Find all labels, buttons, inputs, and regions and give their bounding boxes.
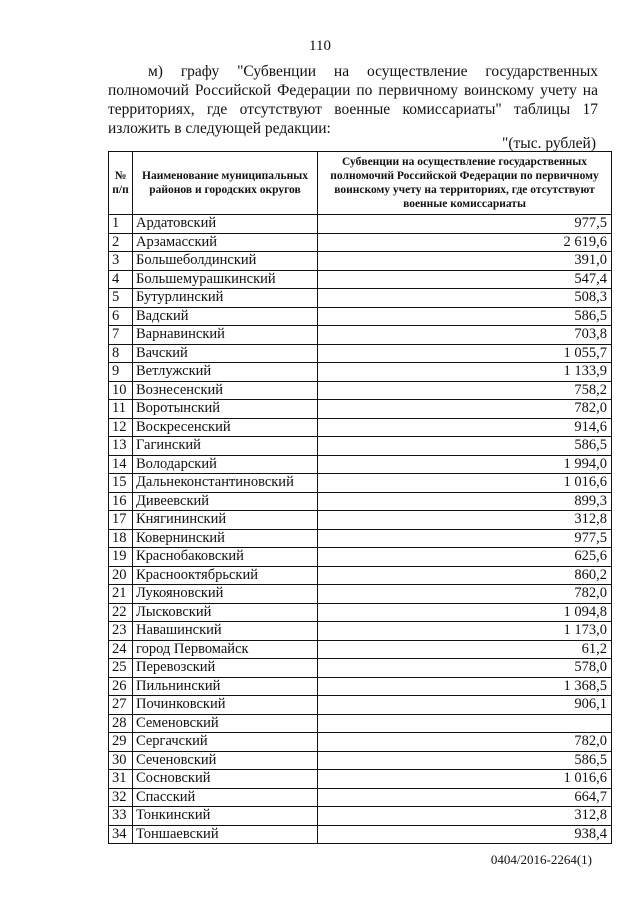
row-number: 22 [109, 603, 133, 622]
row-name: Семеновский [133, 714, 318, 733]
table-row [109, 270, 612, 289]
table-row [109, 714, 612, 733]
row-value: 899,3 [318, 492, 612, 511]
row-value: 782,0 [318, 733, 612, 752]
row-value: 906,1 [318, 696, 612, 715]
row-value: 391,0 [318, 252, 612, 271]
table-row [109, 677, 612, 696]
page-number: 110 [309, 38, 331, 54]
row-number: 32 [109, 788, 133, 807]
row-name: Пильнинский [133, 677, 318, 696]
row-number: 9 [109, 363, 133, 382]
row-name: Сеченовский [133, 751, 318, 770]
row-name: Перевозский [133, 659, 318, 678]
table-row [109, 344, 612, 363]
table-row [109, 696, 612, 715]
row-name: Краснобаковский [133, 548, 318, 567]
row-value: 625,6 [318, 548, 612, 567]
row-number: 17 [109, 511, 133, 530]
row-value: 312,8 [318, 807, 612, 826]
table-row [109, 381, 612, 400]
row-number: 19 [109, 548, 133, 567]
table-header-row [109, 152, 612, 215]
row-number: 33 [109, 807, 133, 826]
row-number: 30 [109, 751, 133, 770]
row-name: Ардатовский [133, 215, 318, 234]
table-row [109, 474, 612, 493]
row-value: 508,3 [318, 289, 612, 308]
table-row [109, 233, 612, 252]
row-number: 31 [109, 770, 133, 789]
row-value: 860,2 [318, 566, 612, 585]
row-value: 1 016,6 [318, 474, 612, 493]
row-value: 1 055,7 [318, 344, 612, 363]
row-number: 21 [109, 585, 133, 604]
row-number: 8 [109, 344, 133, 363]
row-name: город Первомайск [133, 640, 318, 659]
row-value: 586,5 [318, 751, 612, 770]
intro-text: м) графу "Субвенции на осуществление государственных полномочий Российской Федерации по первичному воинскому учету на территориях, где отсутствуют военные комиссариаты" таблицы 17 изложить в следующей редакции: [108, 63, 598, 137]
row-name: Сосновский [133, 770, 318, 789]
row-name: Воротынский [133, 400, 318, 419]
row-value: 914,6 [318, 418, 612, 437]
row-number: 11 [109, 400, 133, 419]
row-name: Гагинский [133, 437, 318, 456]
row-value: 782,0 [318, 400, 612, 419]
row-number: 7 [109, 326, 133, 345]
table-row [109, 492, 612, 511]
row-number: 18 [109, 529, 133, 548]
row-number: 5 [109, 289, 133, 308]
row-value: 977,5 [318, 215, 612, 234]
row-name: Вадский [133, 307, 318, 326]
row-value: 664,7 [318, 788, 612, 807]
row-value: 2 619,6 [318, 233, 612, 252]
unit-label: "(тыс. рублей) [502, 135, 596, 152]
table-row [109, 326, 612, 345]
header-num: № п/п [109, 152, 133, 215]
table-body [109, 215, 612, 844]
row-value: 703,8 [318, 326, 612, 345]
row-value: 61,2 [318, 640, 612, 659]
row-number: 1 [109, 215, 133, 234]
row-number: 25 [109, 659, 133, 678]
row-number: 6 [109, 307, 133, 326]
row-name: Воскресенский [133, 418, 318, 437]
row-value: 1 173,0 [318, 622, 612, 641]
row-name: Дивеевский [133, 492, 318, 511]
table-row [109, 529, 612, 548]
row-number: 28 [109, 714, 133, 733]
table-row [109, 733, 612, 752]
table-row [109, 511, 612, 530]
row-number: 10 [109, 381, 133, 400]
row-value: 586,5 [318, 437, 612, 456]
row-number: 29 [109, 733, 133, 752]
table-row [109, 363, 612, 382]
row-number: 14 [109, 455, 133, 474]
row-name: Княгининский [133, 511, 318, 530]
table-row [109, 825, 612, 844]
row-value: 1 016,6 [318, 770, 612, 789]
row-name: Бутурлинский [133, 289, 318, 308]
row-value [318, 714, 612, 733]
row-name: Большемурашкинский [133, 270, 318, 289]
row-number: 26 [109, 677, 133, 696]
row-name: Краснооктябрьский [133, 566, 318, 585]
subsidy-table [108, 151, 612, 844]
row-value: 547,4 [318, 270, 612, 289]
row-name: Варнавинский [133, 326, 318, 345]
row-value: 1 368,5 [318, 677, 612, 696]
row-number: 15 [109, 474, 133, 493]
table-row [109, 622, 612, 641]
row-number: 27 [109, 696, 133, 715]
row-value: 1 994,0 [318, 455, 612, 474]
row-name: Володарский [133, 455, 318, 474]
row-number: 23 [109, 622, 133, 641]
row-number: 4 [109, 270, 133, 289]
header-name: Наименование муниципальных районов и городских округов [133, 152, 318, 215]
table-row [109, 289, 612, 308]
table-row [109, 437, 612, 456]
row-number: 16 [109, 492, 133, 511]
row-name: Спасский [133, 788, 318, 807]
row-value: 977,5 [318, 529, 612, 548]
table-row [109, 307, 612, 326]
row-value: 578,0 [318, 659, 612, 678]
row-value: 312,8 [318, 511, 612, 530]
row-name: Ветлужский [133, 363, 318, 382]
document-code: 0404/2016-2264(1) [490, 852, 592, 867]
table-row [109, 640, 612, 659]
row-name: Вачский [133, 344, 318, 363]
table-row [109, 770, 612, 789]
row-value: 1 133,9 [318, 363, 612, 382]
table-row [109, 603, 612, 622]
table-row [109, 807, 612, 826]
row-name: Починковский [133, 696, 318, 715]
table-row [109, 418, 612, 437]
row-name: Тоншаевский [133, 825, 318, 844]
table-row [109, 751, 612, 770]
intro-paragraph [108, 62, 598, 138]
row-value: 782,0 [318, 585, 612, 604]
row-name: Арзамасский [133, 233, 318, 252]
row-value: 1 094,8 [318, 603, 612, 622]
table-row [109, 659, 612, 678]
row-name: Большеболдинский [133, 252, 318, 271]
row-number: 13 [109, 437, 133, 456]
header-value: Субвенции на осуществление государственных полномочий Российской Федерации по первичному воинскому учету на территориях, где отсутствуют военные комиссариаты [318, 152, 612, 215]
row-name: Навашинский [133, 622, 318, 641]
row-number: 3 [109, 252, 133, 271]
row-name: Вознесенский [133, 381, 318, 400]
table-row [109, 252, 612, 271]
row-name: Тонкинский [133, 807, 318, 826]
table-row [109, 788, 612, 807]
row-number: 24 [109, 640, 133, 659]
row-name: Сергачский [133, 733, 318, 752]
table-row [109, 548, 612, 567]
row-value: 586,5 [318, 307, 612, 326]
row-number: 20 [109, 566, 133, 585]
table-row [109, 400, 612, 419]
row-name: Ковернинский [133, 529, 318, 548]
row-value: 938,4 [318, 825, 612, 844]
table-row [109, 455, 612, 474]
table-row [109, 585, 612, 604]
row-name: Лукояновский [133, 585, 318, 604]
row-name: Лысковский [133, 603, 318, 622]
table-row [109, 566, 612, 585]
row-number: 12 [109, 418, 133, 437]
row-number: 34 [109, 825, 133, 844]
row-name: Дальнеконстантиновский [133, 474, 318, 493]
row-value: 758,2 [318, 381, 612, 400]
row-number: 2 [109, 233, 133, 252]
table-row [109, 215, 612, 234]
